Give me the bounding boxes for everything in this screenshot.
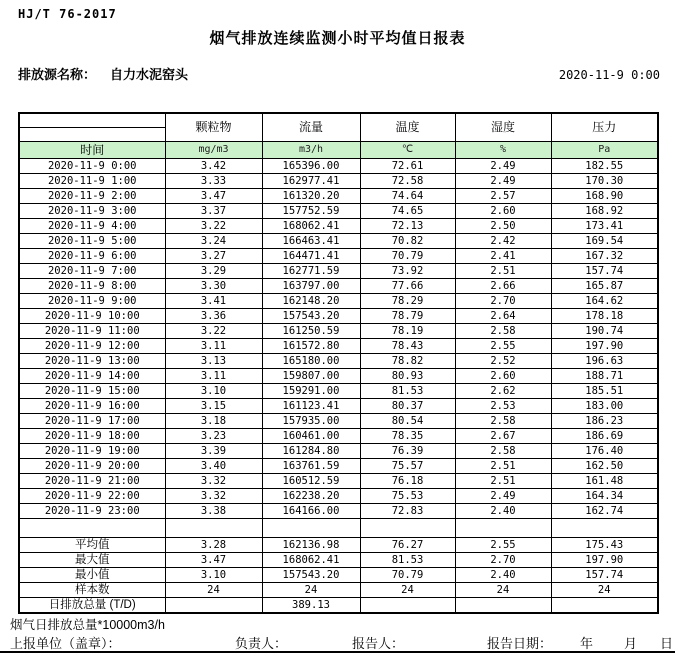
column-header-pressure: 压力 [551,113,658,142]
table-row [19,189,658,204]
row-value: 75.57 [360,459,455,474]
row-value: 188.71 [551,369,658,384]
table-row [19,429,658,444]
summary-label: 最小值 [19,568,165,583]
table-row [19,384,658,399]
standard-code: HJ/T 76-2017 [18,7,117,21]
row-value: 2.41 [455,249,551,264]
row-value: 3.11 [165,339,262,354]
row-value: 3.23 [165,429,262,444]
row-value: 3.41 [165,294,262,309]
row-value: 3.11 [165,369,262,384]
spacer-cell [455,519,551,538]
bottom-rule [0,651,675,653]
row-time: 2020-11-9 15:00 [19,384,165,399]
row-value: 161284.80 [262,444,360,459]
row-time: 2020-11-9 9:00 [19,294,165,309]
row-value: 159807.00 [262,369,360,384]
row-value: 163761.59 [262,459,360,474]
header-empty-cell-2 [19,127,165,141]
row-time: 2020-11-9 14:00 [19,369,165,384]
table-row [19,279,658,294]
row-time: 2020-11-9 22:00 [19,489,165,504]
hourly-rows [19,159,658,519]
row-value: 3.37 [165,204,262,219]
summary-value: 70.79 [360,568,455,583]
row-value: 186.23 [551,414,658,429]
row-value: 2.66 [455,279,551,294]
row-value: 78.79 [360,309,455,324]
row-value: 74.65 [360,204,455,219]
row-value: 3.30 [165,279,262,294]
summary-row [19,583,658,598]
summary-value: 157543.20 [262,568,360,583]
row-value: 74.64 [360,189,455,204]
summary-value [551,598,658,614]
row-time: 2020-11-9 23:00 [19,504,165,519]
row-value: 3.29 [165,264,262,279]
row-value: 3.39 [165,444,262,459]
spacer-cell [262,519,360,538]
row-value: 182.55 [551,159,658,174]
row-value: 2.70 [455,294,551,309]
row-value: 3.15 [165,399,262,414]
row-value: 159291.00 [262,384,360,399]
row-value: 161123.41 [262,399,360,414]
row-value: 178.18 [551,309,658,324]
row-value: 186.69 [551,429,658,444]
row-value: 3.38 [165,504,262,519]
row-value: 2.51 [455,459,551,474]
row-value: 2.57 [455,189,551,204]
row-time: 2020-11-9 21:00 [19,474,165,489]
summary-label: 样本数 [19,583,165,598]
table-header [19,113,658,159]
summary-value: 24 [262,583,360,598]
principal-label: 负责人： [235,636,288,651]
summary-row [19,553,658,568]
summary-value: 2.55 [455,538,551,553]
table-row [19,174,658,189]
table-row [19,414,658,429]
row-value: 72.58 [360,174,455,189]
row-value: 81.53 [360,384,455,399]
row-value: 168.92 [551,204,658,219]
row-value: 163797.00 [262,279,360,294]
row-value: 2.49 [455,174,551,189]
unit-humidity: % [455,142,551,159]
row-value: 3.18 [165,414,262,429]
summary-label: 最大值 [19,553,165,568]
row-value: 2.60 [455,204,551,219]
summary-value: 3.10 [165,568,262,583]
row-value: 197.90 [551,339,658,354]
row-value: 165396.00 [262,159,360,174]
table-row [19,159,658,174]
row-value: 2.55 [455,339,551,354]
row-value: 160461.00 [262,429,360,444]
row-value: 157752.59 [262,204,360,219]
row-time: 2020-11-9 7:00 [19,264,165,279]
row-value: 161320.20 [262,189,360,204]
table-row [19,369,658,384]
summary-row [19,598,658,614]
row-value: 157543.20 [262,309,360,324]
summary-rows [19,538,658,614]
summary-label: 平均值 [19,538,165,553]
page-title: 烟气排放连续监测小时平均值日报表 [209,30,466,47]
time-column-header: 时间 [19,142,165,159]
table-row [19,219,658,234]
summary-value: 175.43 [551,538,658,553]
emission-source [18,64,188,84]
row-value: 70.79 [360,249,455,264]
row-value: 80.37 [360,399,455,414]
row-value: 3.32 [165,474,262,489]
table-row [19,339,658,354]
unit-temp: ℃ [360,142,455,159]
report-unit-label: 上报单位（盖章）： [10,636,121,651]
row-value: 2.42 [455,234,551,249]
row-value: 161250.59 [262,324,360,339]
row-value: 196.63 [551,354,658,369]
row-value: 78.43 [360,339,455,354]
row-time: 2020-11-9 3:00 [19,204,165,219]
row-value: 73.92 [360,264,455,279]
table-row [19,249,658,264]
summary-value [455,598,551,614]
row-value: 2.58 [455,324,551,339]
row-value: 3.47 [165,189,262,204]
row-value: 70.82 [360,234,455,249]
summary-value: 162136.98 [262,538,360,553]
row-value: 2.51 [455,474,551,489]
meta-row [18,64,660,84]
row-value: 2.53 [455,399,551,414]
header-row-units [19,142,658,159]
summary-value: 157.74 [551,568,658,583]
row-value: 76.18 [360,474,455,489]
summary-row [19,538,658,553]
column-header-flow: 流量 [262,113,360,142]
row-value: 3.22 [165,219,262,234]
row-value: 2.52 [455,354,551,369]
row-value: 77.66 [360,279,455,294]
row-value: 162148.20 [262,294,360,309]
row-value: 162.50 [551,459,658,474]
summary-value: 197.90 [551,553,658,568]
spacer-cell [360,519,455,538]
summary-value: 2.40 [455,568,551,583]
row-value: 2.62 [455,384,551,399]
row-value: 162771.59 [262,264,360,279]
row-value: 183.00 [551,399,658,414]
row-time: 2020-11-9 1:00 [19,174,165,189]
summary-value [165,598,262,614]
column-header-pm: 颗粒物 [165,113,262,142]
summary-value: 24 [360,583,455,598]
row-value: 168062.41 [262,219,360,234]
row-value: 3.36 [165,309,262,324]
row-value: 165.87 [551,279,658,294]
row-value: 2.58 [455,414,551,429]
row-time: 2020-11-9 6:00 [19,249,165,264]
flow-unit-footnote: 烟气日排放总量*10000m3/h [10,618,165,632]
summary-value: 24 [551,583,658,598]
row-value: 164.62 [551,294,658,309]
row-value: 173.41 [551,219,658,234]
table-row [19,204,658,219]
row-time: 2020-11-9 20:00 [19,459,165,474]
row-value: 3.13 [165,354,262,369]
row-value: 162.74 [551,504,658,519]
row-value: 2.64 [455,309,551,324]
source-label: 排放源名称： [18,67,97,82]
row-value: 161572.80 [262,339,360,354]
table-row [19,324,658,339]
row-value: 2.50 [455,219,551,234]
row-value: 78.35 [360,429,455,444]
reporter-label: 报告人： [352,636,405,651]
unit-pressure: Pa [551,142,658,159]
row-time: 2020-11-9 17:00 [19,414,165,429]
table-row [19,399,658,414]
row-value: 162238.20 [262,489,360,504]
row-value: 76.39 [360,444,455,459]
row-value: 75.53 [360,489,455,504]
row-time: 2020-11-9 19:00 [19,444,165,459]
row-value: 3.10 [165,384,262,399]
row-value: 190.74 [551,324,658,339]
column-header-humidity: 湿度 [455,113,551,142]
row-value: 166463.41 [262,234,360,249]
table-row [19,294,658,309]
year-label: 年 [580,636,594,651]
table-row [19,309,658,324]
row-time: 2020-11-9 2:00 [19,189,165,204]
summary-label: 日排放总量 (T/D) [19,598,165,614]
row-value: 164471.41 [262,249,360,264]
row-value: 3.33 [165,174,262,189]
summary-value [360,598,455,614]
summary-row [19,568,658,583]
source-name: 自力水泥窑头 [110,67,189,82]
table-row [19,474,658,489]
row-time: 2020-11-9 18:00 [19,429,165,444]
spacer-body [19,519,658,538]
table-row [19,354,658,369]
row-value: 160512.59 [262,474,360,489]
day-label: 日 [660,636,674,651]
table-row [19,444,658,459]
row-value: 164.34 [551,489,658,504]
summary-value: 3.47 [165,553,262,568]
row-value: 169.54 [551,234,658,249]
row-value: 78.19 [360,324,455,339]
monitoring-table [18,112,659,614]
header-empty-cell-1 [19,113,165,127]
summary-value: 76.27 [360,538,455,553]
row-value: 3.24 [165,234,262,249]
spacer-cell [165,519,262,538]
row-value: 162977.41 [262,174,360,189]
row-value: 2.49 [455,159,551,174]
table-row [19,504,658,519]
table-row [19,264,658,279]
report-date-label: 报告日期： [487,636,553,651]
row-value: 165180.00 [262,354,360,369]
summary-value: 168062.41 [262,553,360,568]
row-value: 3.32 [165,489,262,504]
row-time: 2020-11-9 4:00 [19,219,165,234]
report-datetime: 2020-11-9 0:00 [558,68,660,82]
row-value: 72.83 [360,504,455,519]
spacer-cell [551,519,658,538]
row-value: 167.32 [551,249,658,264]
header-row-names [19,113,658,127]
row-value: 185.51 [551,384,658,399]
row-value: 2.58 [455,444,551,459]
row-value: 2.67 [455,429,551,444]
row-time: 2020-11-9 12:00 [19,339,165,354]
row-value: 157.74 [551,264,658,279]
spacer-cell [19,519,165,538]
summary-value: 2.70 [455,553,551,568]
table-row [19,234,658,249]
row-value: 3.42 [165,159,262,174]
row-value: 164166.00 [262,504,360,519]
row-value: 78.29 [360,294,455,309]
row-value: 80.54 [360,414,455,429]
month-label: 月 [624,636,638,651]
row-time: 2020-11-9 13:00 [19,354,165,369]
row-value: 78.82 [360,354,455,369]
row-time: 2020-11-9 5:00 [19,234,165,249]
signature-row [0,633,675,651]
row-value: 161.48 [551,474,658,489]
row-value: 170.30 [551,174,658,189]
row-value: 2.49 [455,489,551,504]
row-value: 3.27 [165,249,262,264]
row-value: 168.90 [551,189,658,204]
table-row [19,489,658,504]
summary-value: 24 [455,583,551,598]
row-time: 2020-11-9 0:00 [19,159,165,174]
summary-value: 24 [165,583,262,598]
unit-pm: mg/m3 [165,142,262,159]
column-header-temp: 温度 [360,113,455,142]
spacer-row [19,519,658,538]
row-time: 2020-11-9 8:00 [19,279,165,294]
row-value: 176.40 [551,444,658,459]
row-value: 3.40 [165,459,262,474]
row-time: 2020-11-9 10:00 [19,309,165,324]
summary-value: 3.28 [165,538,262,553]
row-value: 72.61 [360,159,455,174]
row-value: 2.51 [455,264,551,279]
row-value: 72.13 [360,219,455,234]
summary-value: 389.13 [262,598,360,614]
row-time: 2020-11-9 11:00 [19,324,165,339]
row-value: 80.93 [360,369,455,384]
table-row [19,459,658,474]
unit-flow: m3/h [262,142,360,159]
row-value: 2.60 [455,369,551,384]
summary-value: 81.53 [360,553,455,568]
row-value: 2.40 [455,504,551,519]
row-value: 157935.00 [262,414,360,429]
row-value: 3.22 [165,324,262,339]
row-time: 2020-11-9 16:00 [19,399,165,414]
